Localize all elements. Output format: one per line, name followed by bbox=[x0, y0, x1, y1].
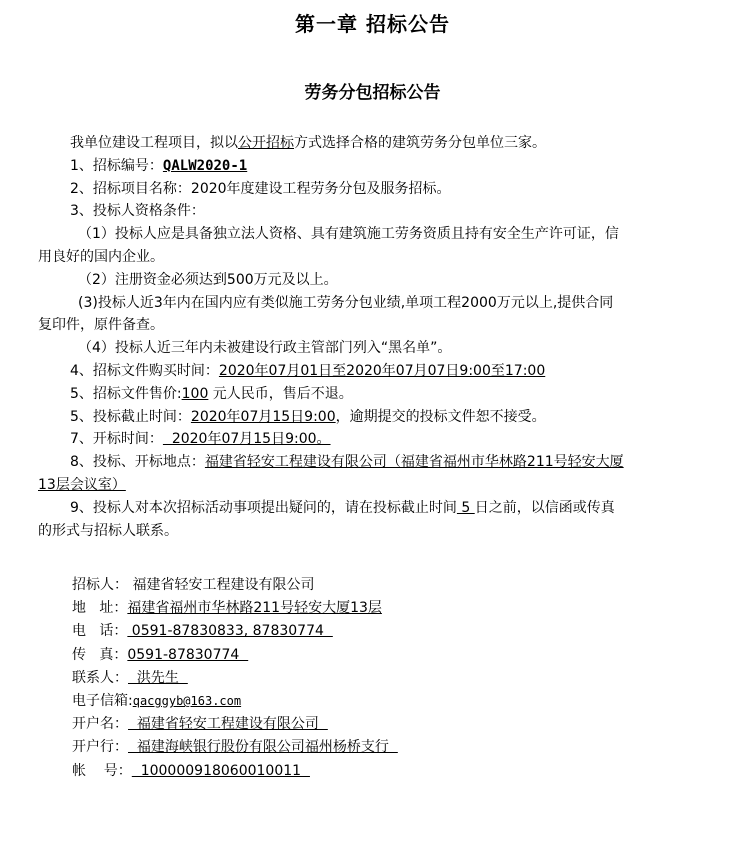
phone-label: 电 话： bbox=[72, 623, 128, 640]
item-5 bbox=[38, 383, 690, 406]
bank-label: 开户行： bbox=[72, 739, 128, 756]
tenderer-value: 福建省轻安工程建设有限公司 bbox=[132, 577, 315, 593]
contact-person-row bbox=[72, 667, 692, 690]
purchase-time: 2020年07月01日至2020年07月07日9:00至17:00 bbox=[218, 362, 546, 379]
chapter-title: 第一章 招标公告 bbox=[295, 12, 450, 36]
item-6-suffix: ，逾期提交的投标文件恕不接受。 bbox=[335, 408, 546, 425]
intro-method: 公开招标 bbox=[238, 135, 294, 151]
contact-person-label: 联系人： bbox=[72, 669, 128, 686]
item-8-label: 8、投标、开标地点： bbox=[70, 454, 205, 471]
tenderer-row bbox=[72, 574, 692, 597]
qualification-3-line-a: (3)投标人近3年内在国内应有类似施工劳务分包业绩,单项工程2000万元以上,提供合同 bbox=[78, 294, 614, 311]
days-before: 5 bbox=[456, 499, 475, 516]
item-9-line-a bbox=[38, 497, 690, 520]
location-line-b: 13层会议室） bbox=[38, 476, 126, 493]
account-number-label: 帐 号： bbox=[72, 762, 132, 779]
qualification-1-line-b: 用良好的国内企业。 bbox=[38, 248, 164, 265]
location-line-a: 福建省轻安工程建设有限公司（福建省福州市华林路211号轻安大厦 bbox=[204, 454, 624, 471]
email-label: 电子信箱: bbox=[72, 693, 133, 710]
item-7 bbox=[38, 428, 690, 451]
bank-value: 福建海峡银行股份有限公司福州杨桥支行 bbox=[128, 739, 398, 756]
bank-row bbox=[72, 736, 692, 759]
address-label: 地 址： bbox=[72, 600, 128, 617]
email-value[interactable]: qacggyb@163.com bbox=[132, 694, 242, 709]
item-9-line-b: 的形式与招标人联系。 bbox=[38, 522, 178, 539]
item-8-line-b bbox=[38, 474, 690, 497]
tender-number: QALW2020-1 bbox=[162, 157, 248, 174]
account-name-label: 开户名： bbox=[72, 716, 128, 733]
qualification-1-line-a: （1）投标人应是具备独立法人资格、具有建筑施工劳务资质且持有安全生产许可证，信 bbox=[78, 226, 619, 243]
qualification-2: （2）注册资金必须达到500万元及以上。 bbox=[78, 271, 338, 288]
item-4-label: 4、招标文件购买时间： bbox=[70, 362, 219, 379]
intro-paragraph bbox=[38, 132, 690, 155]
item-2: 2、招标项目名称：2020年度建设工程劳务分包及服务招标。 bbox=[70, 180, 451, 197]
intro-prefix: 我单位建设工程项目，拟以 bbox=[70, 135, 238, 151]
item-6-label: 5、投标截止时间： bbox=[70, 408, 191, 425]
deadline: 2020年07月15日9:00 bbox=[190, 408, 336, 425]
item-6 bbox=[38, 406, 690, 429]
intro-suffix: 方式选择合格的建筑劳务分包单位三家。 bbox=[294, 135, 546, 151]
address-value: 福建省福州市华林路211号轻安大厦13层 bbox=[127, 600, 382, 617]
item-4 bbox=[38, 360, 690, 383]
account-number-value: 100000918060010011 bbox=[131, 762, 310, 779]
fax-label: 传 真： bbox=[72, 646, 128, 663]
item-3: 3、投标人资格条件： bbox=[70, 203, 205, 220]
phone-row bbox=[72, 620, 692, 643]
email-row bbox=[72, 690, 692, 713]
fax-value: 0591-87830774 bbox=[127, 646, 249, 663]
contact-block bbox=[72, 574, 692, 783]
notice-title: 劳务分包招标公告 bbox=[304, 83, 441, 103]
fax-row bbox=[72, 644, 692, 667]
item-7-label: 7、开标时间： bbox=[70, 431, 163, 448]
tenderer-label: 招标人： bbox=[72, 577, 128, 593]
notice-body bbox=[38, 132, 690, 542]
item-9-prefix: 9、投标人对本次招标活动事项提出疑问的，请在投标截止时间 bbox=[70, 499, 457, 516]
phone-value: 0591-87830833, 87830774 bbox=[127, 623, 333, 640]
account-name-value: 福建省轻安工程建设有限公司 bbox=[128, 716, 328, 733]
item-8-line-a bbox=[38, 451, 690, 474]
account-number-row bbox=[72, 760, 692, 783]
item-1 bbox=[38, 155, 690, 178]
opening-time: 2020年07月15日9:00。 bbox=[162, 431, 331, 448]
qualification-4: （4）投标人近三年内未被建设行政主管部门列入“黑名单”。 bbox=[78, 340, 452, 357]
item-5-suffix: 元人民币，售后不退。 bbox=[208, 385, 353, 402]
contact-person-value: 洪先生 bbox=[128, 669, 188, 686]
item-5-label: 5、招标文件售价: bbox=[70, 385, 182, 402]
item-1-label: 1、招标编号： bbox=[70, 157, 163, 174]
item-9-suffix: 日之前，以信函或传真 bbox=[474, 499, 615, 516]
account-name-row bbox=[72, 713, 692, 736]
qualification-3-line-b: 复印件，原件备查。 bbox=[38, 317, 164, 334]
document-price: 100 bbox=[181, 385, 209, 402]
address-row bbox=[72, 597, 692, 620]
